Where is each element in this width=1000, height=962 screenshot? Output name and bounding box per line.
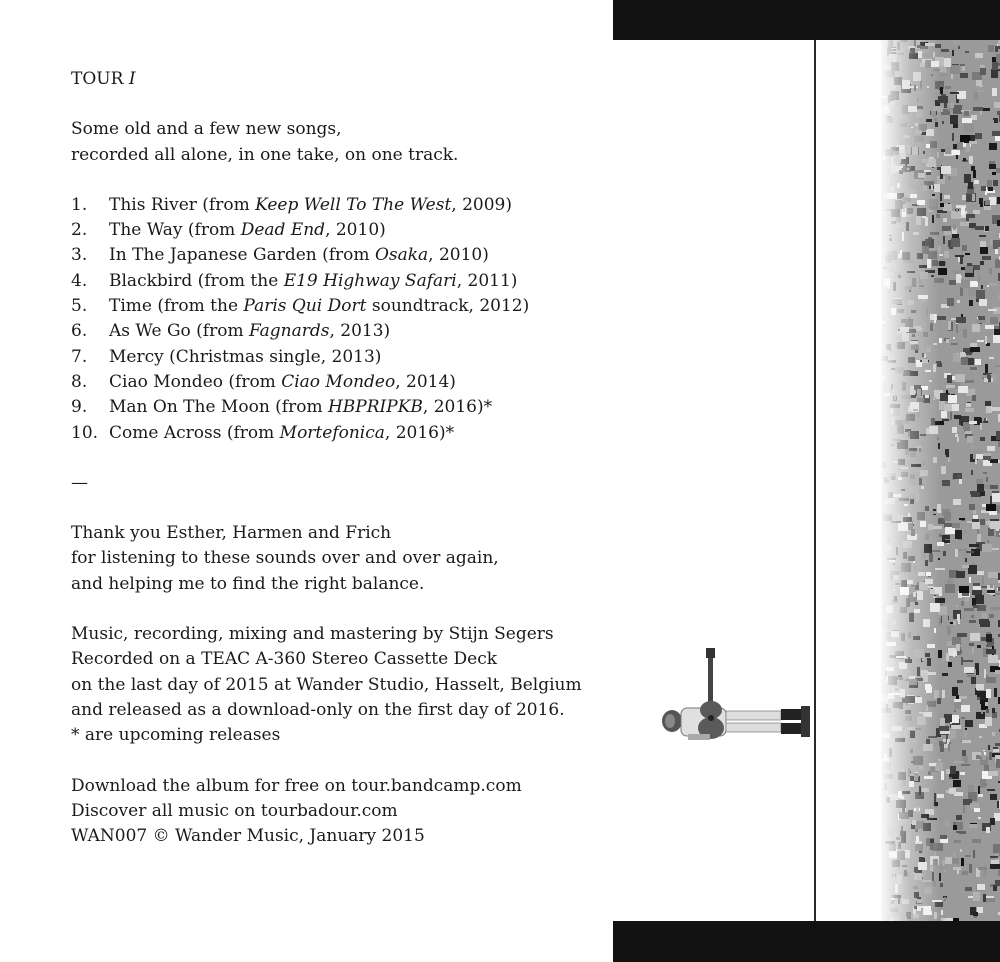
cityscape-photo	[881, 40, 1000, 921]
track-title: Ciao Mondeo (from Ciao Mondeo, 2014)	[109, 371, 456, 392]
intro-line: Some old and a few new songs,	[71, 119, 342, 140]
track-number: 10.	[71, 422, 99, 443]
track-item	[71, 370, 591, 395]
credits-line: and released as a download-only on the first day of 2016.	[71, 699, 565, 720]
album-name: Fagnards	[248, 321, 330, 342]
website-line: Discover all music on tourbadour.com	[71, 800, 398, 821]
track-item	[71, 421, 591, 446]
track-item	[71, 294, 591, 319]
thanks-line: and helping me to find the right balance.	[71, 573, 425, 594]
track-number: 7.	[71, 346, 88, 367]
album-name: HBPRIPKB	[327, 397, 423, 418]
album-name: E19 Highway Safari	[283, 270, 457, 291]
track-title: Time (from the Paris Qui Dort soundtrack, 2012)	[109, 296, 530, 317]
track-item	[71, 269, 591, 294]
track-item	[71, 345, 591, 370]
credits-line: on the last day of 2015 at Wander Studio, Hasselt, Belgium	[71, 674, 582, 695]
track-number: 1.	[71, 194, 88, 215]
track-list	[71, 193, 591, 446]
track-number: 9.	[71, 397, 88, 418]
track-number: 3.	[71, 245, 88, 266]
album-name: Mortefonica	[279, 422, 385, 443]
track-title: In The Japanese Garden (from Osaka, 2010)	[109, 245, 489, 266]
track-title: As We Go (from Fagnards, 2013)	[109, 321, 391, 342]
liner-notes	[71, 67, 591, 849]
download-link-line: Download the album for free on tour.bandcamp.com	[71, 775, 522, 796]
track-title: This River (from Keep Well To The West, 2009)	[109, 194, 513, 215]
track-item	[71, 193, 591, 218]
guitarist-image	[658, 648, 818, 758]
track-item	[71, 395, 591, 420]
album-name: Paris Qui Dort	[243, 296, 367, 317]
separator-dash: —	[71, 472, 88, 493]
album-name: Dead End	[240, 220, 326, 241]
track-title: The Way (from Dead End, 2010)	[109, 220, 386, 241]
bottom-black-bar	[613, 921, 1000, 962]
cityscape-image	[881, 40, 1000, 921]
track-title: Blackbird (from the E19 Highway Safari, 2011)	[109, 270, 518, 291]
intro-line: recorded all alone, in one take, on one track.	[71, 144, 459, 165]
album-name: Ciao Mondeo	[281, 371, 396, 392]
track-number: 2.	[71, 220, 88, 241]
track-title: Mercy (Christmas single, 2013)	[109, 346, 382, 367]
track-title: Come Across (from Mortefonica, 2016)*	[109, 422, 455, 443]
track-number: 4.	[71, 270, 88, 291]
album-title: TOUR I	[71, 69, 136, 89]
track-item	[71, 218, 591, 243]
track-item	[71, 243, 591, 268]
album-name: Keep Well To The West	[255, 194, 452, 215]
thanks-line: Thank you Esther, Harmen and Frich	[71, 523, 392, 544]
credits-line: Music, recording, mixing and mastering by Stijn Segers	[71, 624, 554, 645]
track-number: 8.	[71, 371, 88, 392]
copyright-line: WAN007 © Wander Music, January 2015	[71, 826, 425, 847]
thanks-line: for listening to these sounds over and over again,	[71, 548, 499, 569]
album-name: Osaka	[374, 245, 429, 266]
top-black-bar	[613, 0, 1000, 40]
track-item	[71, 319, 591, 344]
cover-photo-panel	[613, 0, 1000, 962]
credits-line: Recorded on a TEAC A-360 Stereo Cassette Deck	[71, 649, 498, 670]
credits-note: * are upcoming releases	[71, 725, 281, 746]
guitarist-figure	[658, 648, 818, 758]
track-number: 6.	[71, 321, 88, 342]
horizon-line	[814, 40, 816, 921]
track-number: 5.	[71, 296, 88, 317]
track-title: Man On The Moon (from HBPRIPKB, 2016)*	[109, 397, 493, 418]
